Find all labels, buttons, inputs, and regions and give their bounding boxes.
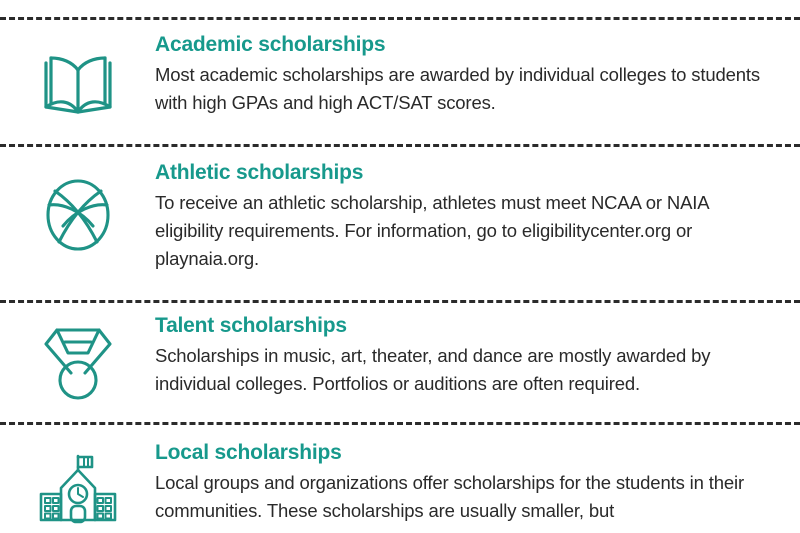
- section-local-scholarships: [0, 442, 800, 526]
- text-cell-athletic: [155, 162, 800, 273]
- section-divider-2: [0, 300, 800, 303]
- section-academic-scholarships: [0, 34, 800, 118]
- section-title-academic: Academic scholarships: [155, 33, 386, 56]
- medal-icon: [44, 327, 112, 401]
- section-divider-3: [0, 422, 800, 425]
- section-talent-scholarships: [0, 315, 800, 401]
- open-book-icon: [40, 54, 116, 118]
- section-divider-top: [0, 17, 800, 20]
- text-cell-local: [155, 442, 800, 525]
- section-title-talent: Talent scholarships: [155, 314, 347, 337]
- icon-cell-talent: [0, 315, 155, 401]
- icon-cell-academic: [0, 34, 155, 118]
- icon-cell-local: [0, 442, 155, 526]
- section-body-local: Local groups and organizations offer scholarships for the students in their communities. These scholarships are usually smaller, but: [155, 472, 744, 522]
- section-athletic-scholarships: [0, 162, 800, 273]
- text-cell-academic: [155, 34, 800, 117]
- icon-cell-athletic: [0, 162, 155, 252]
- section-body-athletic: To receive an athletic scholarship, athletes must meet NCAA or NAIA eligibility requirements. For information, go to eligibilitycenter.org or playnaia.org.: [155, 192, 709, 270]
- section-title-local: Local scholarships: [155, 441, 342, 464]
- basketball-icon: [45, 178, 111, 252]
- text-cell-talent: [155, 315, 800, 398]
- section-divider-1: [0, 144, 800, 147]
- section-title-athletic: Athletic scholarships: [155, 161, 364, 184]
- school-building-icon: [37, 454, 119, 526]
- section-body-academic: Most academic scholarships are awarded by individual colleges to students with high GPAs and high ACT/SAT scores.: [155, 64, 761, 114]
- section-body-talent: Scholarships in music, art, theater, and dance are mostly awarded by individual colleges. Portfolios or auditions are often required.: [155, 345, 711, 395]
